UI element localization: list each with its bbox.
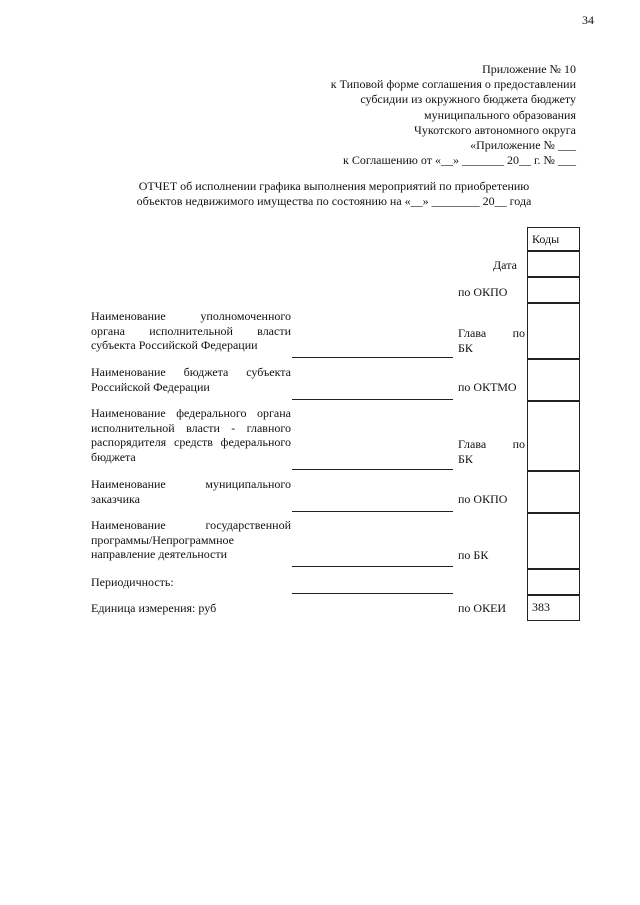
appendix-line: к Типовой форме соглашения о предоставлении (330, 77, 576, 92)
appendix-line: субсидии из окружного бюджета бюджету (360, 92, 576, 107)
appendix-line: «Приложение № ___ (470, 138, 576, 153)
appendix-line: Приложение № 10 (482, 62, 576, 76)
code-label-word: БК (458, 451, 473, 466)
budget-label: Наименование бюджета субъекта Российской Федерации (91, 365, 291, 394)
program-input-line[interactable] (292, 566, 453, 567)
okei-code-value: 383 (532, 600, 550, 614)
code-label-word: по (512, 326, 525, 340)
oktmo-code-cell[interactable] (527, 359, 580, 401)
program-code-label: по БК (458, 548, 489, 562)
code-label-word: БК (458, 340, 473, 355)
authority-code-label (458, 326, 525, 355)
date-label: Дата (493, 258, 517, 272)
periodicity-code-cell[interactable] (527, 569, 580, 595)
authority-input-line[interactable] (292, 357, 453, 358)
periodicity-label: Периодичность: (91, 575, 174, 589)
appendix-line: Чукотского автономного округа (414, 122, 576, 137)
customer-input-line[interactable] (292, 511, 453, 512)
code-label-word: Глава (458, 326, 487, 340)
customer-code-label: по ОКПО (458, 492, 508, 506)
customer-okpo-code-cell[interactable] (527, 471, 580, 513)
program-label: Наименование государственной программы/Непрограммное направление деятельности (91, 518, 291, 562)
customer-label: Наименование муниципального заказчика (91, 477, 291, 506)
federal-authority-code-label (458, 437, 525, 466)
code-label-word: Глава (458, 437, 487, 451)
okpo-code-cell[interactable] (527, 277, 580, 303)
periodicity-input-line[interactable] (292, 593, 453, 594)
program-bk-code-cell[interactable] (527, 513, 580, 569)
unit-code-label: по ОКЕИ (458, 601, 507, 615)
okei-code-cell[interactable] (527, 595, 580, 621)
page-number: 34 (582, 13, 594, 27)
federal-authority-input-line[interactable] (292, 469, 453, 470)
authority-bk-code-cell[interactable] (527, 303, 580, 359)
federal-bk-code-cell[interactable] (527, 401, 580, 471)
code-label-word: по (512, 437, 525, 451)
report-title (92, 179, 576, 209)
appendix-line: муниципального образования (424, 107, 576, 122)
appendix-line: к Соглашению от «__» _______ 20__ г. № ___ (343, 153, 576, 168)
authority-label: Наименование уполномоченного органа исполнительной власти субъекта Российской Федерации (91, 309, 291, 353)
date-code-cell[interactable] (527, 251, 580, 277)
report-title-line-1: ОТЧЕТ об исполнении графика выполнения мероприятий по приобретению (138, 179, 530, 193)
codes-header: Коды (532, 232, 560, 246)
report-title-line-2: объектов недвижимого имущества по состоянию на «__» ________ 20__ года (136, 194, 532, 208)
okpo-top-label: по ОКПО (458, 285, 508, 299)
budget-code-label: по ОКТМО (458, 380, 517, 394)
budget-input-line[interactable] (292, 399, 453, 400)
unit-label: Единица измерения: руб (91, 601, 217, 615)
codes-header-cell (527, 227, 580, 251)
federal-authority-label: Наименование федерального органа исполнительной власти - главного распорядителя средств федерального бюджета (91, 406, 291, 464)
appendix-block (331, 62, 576, 168)
